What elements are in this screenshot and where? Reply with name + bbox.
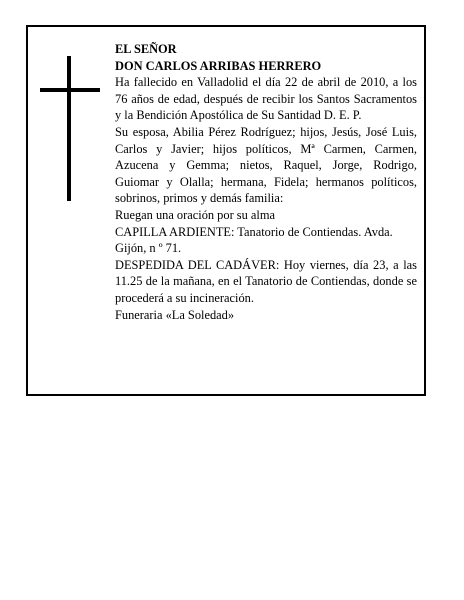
- deceased-name: DON CARLOS ARRIBAS HERRERO: [115, 58, 322, 73]
- cross-horizontal-bar: [40, 88, 100, 92]
- farewell-info: DESPEDIDA DEL CADÁVER: Hoy viernes, día 23, a las 11.25 de la mañana, en el Tanatorio de Contiendas, donde se procederá a su incineración.: [115, 257, 417, 305]
- cross-icon: [40, 56, 100, 201]
- funeral-home: Funeraria «La Soledad»: [115, 307, 235, 322]
- death-announcement: Ha fallecido en Valladolid el día 22 de abril de 2010, a los 76 años de edad, después de recibir los Santos Sacramentos y la Bendición Apostólica de Su Santidad D. E. P.: [115, 75, 417, 123]
- family-list: Su esposa, Abilia Pérez Rodríguez; hijos, Jesús, José Luis, Carlos y Javier; hijos políticos, Mª Carmen, Carmen, Azucena y Gemma; nietos, Raquel, Jorge, Rodrigo, Guiomar y Olalla; hermana, Fidela; hermanos políticos, sobrinos, primos y demás familia:: [115, 124, 417, 206]
- title-honorific: EL SEÑOR: [115, 42, 177, 56]
- obituary-notice: [26, 25, 426, 396]
- prayer-request: Ruegan una oración por su alma: [115, 207, 275, 222]
- notice-text: [115, 41, 417, 323]
- chapel-info: CAPILLA ARDIENTE: Tanatorio de Contiendas. Avda. Gijón, n º 71.: [115, 224, 393, 256]
- cross-vertical-bar: [67, 56, 71, 201]
